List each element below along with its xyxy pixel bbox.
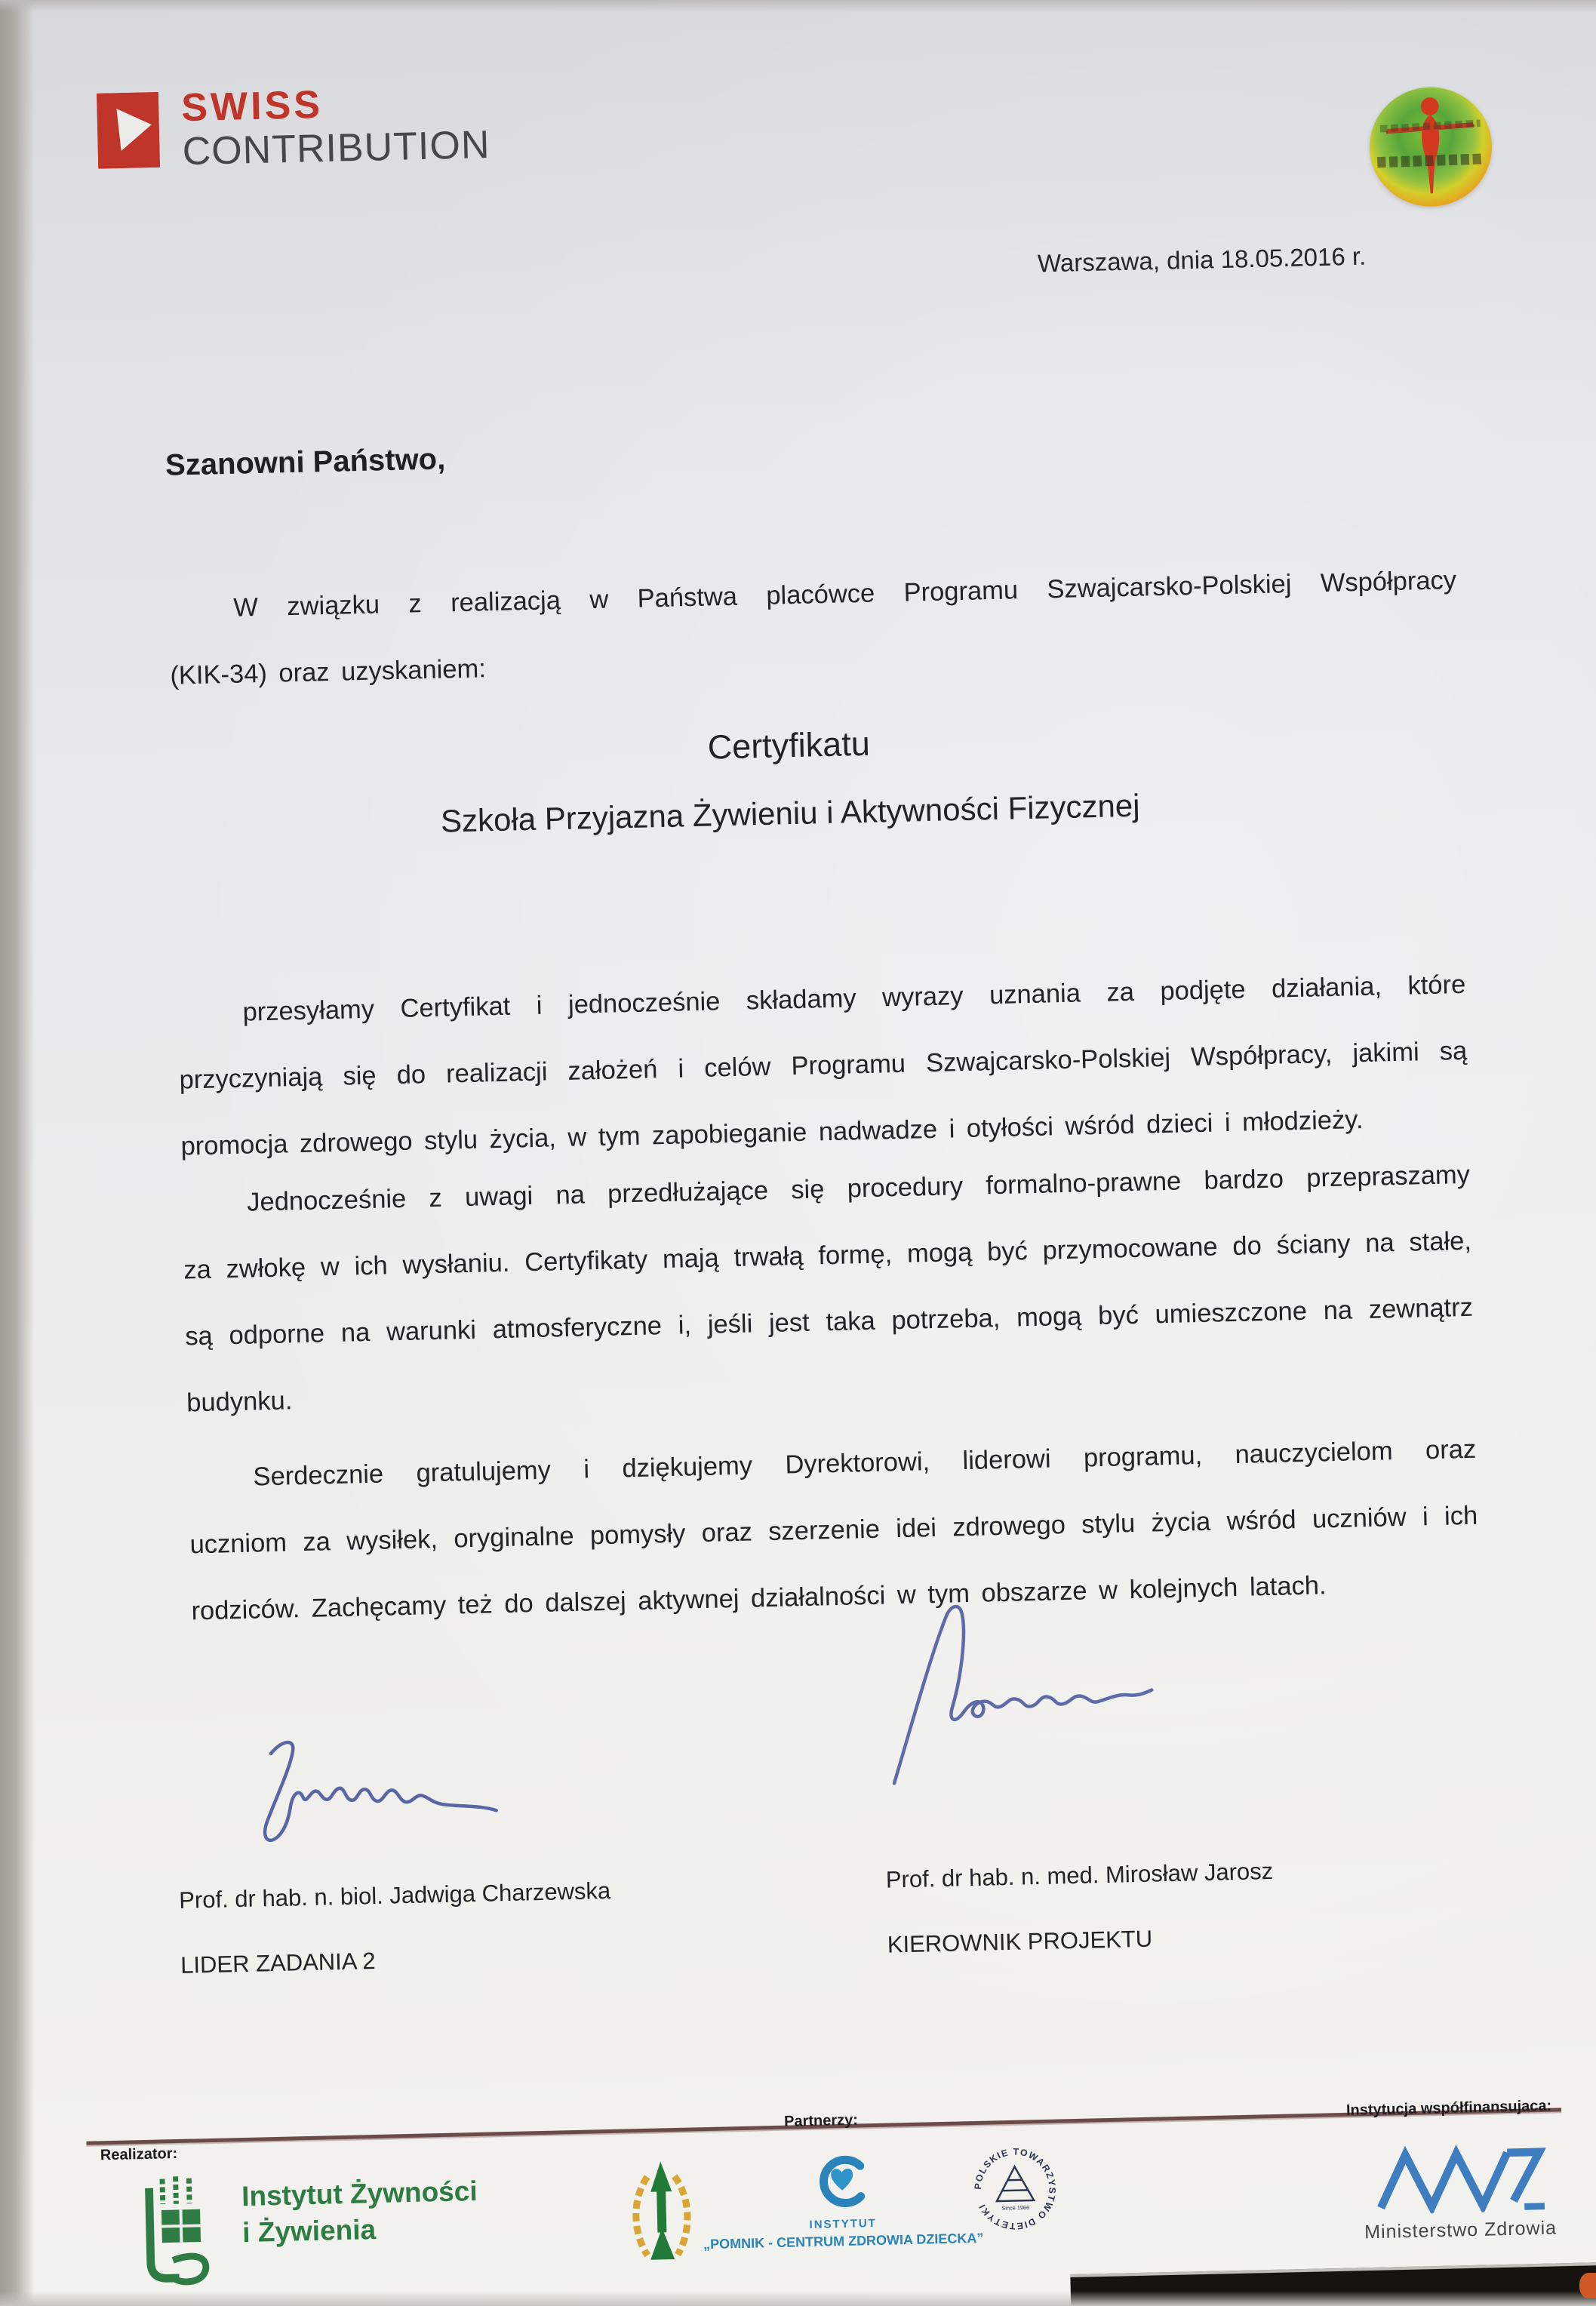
mz-logo-text: Ministerstwo Zdrowia	[1364, 2217, 1558, 2243]
swiss-flag-icon	[97, 92, 160, 169]
signatory-right-name: Prof. dr hab. n. med. Mirosław Jarosz	[885, 1857, 1274, 1893]
mz-logo	[1362, 2138, 1558, 2244]
ptd-seal	[970, 2144, 1061, 2235]
handwritten-signature-right	[876, 1582, 1198, 1800]
paper-top-shadow	[0, 0, 1596, 12]
swiss-logo-text	[181, 80, 490, 173]
signatory-right-role: KIEROWNIK PROJEKTU	[887, 1925, 1153, 1958]
signatory-left-role: LIDER ZADANIA 2	[180, 1947, 376, 1979]
certificate-title: Certyfikatu	[707, 724, 871, 767]
signatory-left-name: Prof. dr hab. n. biol. Jadwiga Charzewska	[178, 1877, 611, 1914]
czd-logo-line1: INSTYTUT	[809, 2216, 878, 2232]
paragraph-line: przyczyniają się do realizacji założeń i celów Programu Szwajcarsko-Polskiej Współpracy, jakimi są	[179, 1036, 1468, 1095]
czd-logo-line2: „POMNIK - CENTRUM ZDROWIA DZIECKA”	[703, 2230, 984, 2252]
mz-zigzag-icon	[1368, 2138, 1551, 2215]
intro-paragraph	[168, 547, 1459, 709]
partnerzy-label: Partnerzy:	[783, 2111, 859, 2130]
paragraph-2	[181, 1141, 1475, 1436]
paragraph-line: budynku.	[186, 1385, 293, 1417]
salutation: Szanowni Państwo,	[165, 442, 446, 482]
signatory-left	[179, 1877, 613, 1979]
paragraph-line: uczniom za wysiłek, oryginalne pomysły oraz szerzenie idei zdrowego stylu życia wśród uczniów i ich	[189, 1501, 1478, 1559]
czd-logo	[679, 2146, 1006, 2253]
izz-logo-text	[241, 2173, 479, 2251]
paragraph-line: Serdecznie gratulujemy i dziękujemy Dyrektorowi, liderowi programu, nauczycielom oraz	[253, 1434, 1477, 1491]
swiss-logo-word: SWISS	[180, 82, 324, 131]
contribution-logo-word: CONTRIBUTION	[182, 122, 491, 174]
certificate-name: Szkoła Przyjazna Żywieniu i Aktywności Fizycznej	[440, 787, 1141, 839]
intro-line: (KIK-34) oraz uzyskaniem:	[169, 653, 487, 690]
paragraph-line: przesyłamy Certyfikat i jednocześnie składamy wyrazy uznania za podjęte działania, które	[242, 970, 1466, 1027]
realizator-label: Realizator:	[100, 2145, 178, 2164]
balance-program-logo-icon	[1368, 86, 1493, 208]
paragraph-line: promocja zdrowego stylu życia, w tym zapobieganie nadwadze i otyłości wśród dzieci i młodzieży.	[180, 1105, 1364, 1161]
izz-emblem-icon	[132, 2173, 223, 2289]
izz-logo	[132, 2167, 479, 2288]
czd-heart-c-icon	[810, 2149, 875, 2214]
paper-edge-shadow	[0, 0, 35, 2306]
bottom-shadow	[0, 2291, 1596, 2306]
funding-label: Instytucja współfinansujaca:	[1345, 2097, 1552, 2119]
date-line: Warszawa, dnia 18.05.2016 r.	[1037, 241, 1367, 278]
paragraph-line: są odporne na warunki atmosferyczne i, jeśli jest taka potrzeba, mogą być umieszczone na zewnątrz	[184, 1293, 1474, 1351]
handwritten-signature-left	[229, 1702, 526, 1860]
ptd-seal-since: Since 1966	[1001, 2203, 1030, 2212]
svg-text:POLSKIE TOWARZYSTWO DIETETYKI	[972, 2145, 1059, 2232]
signatory-right	[885, 1858, 1275, 1959]
izz-logo-line1: Instytut Żywności	[241, 2175, 478, 2212]
izz-logo-line2: i Żywienia	[241, 2214, 377, 2249]
paragraph-line: za zwłokę w ich wysłaniu. Certyfikaty mają trwałą formę, mogą być przymocowane do ściany na stałe,	[183, 1226, 1472, 1285]
swiss-contribution-logo	[97, 82, 491, 175]
ptd-seal-ring-text: POLSKIE TOWARZYSTWO DIETETYKI	[972, 2146, 1058, 2232]
paragraph-line: rodziców. Zachęcamy też do dalszej aktywnej działalności w tym obszarze w kolejnych latach.	[191, 1570, 1327, 1625]
paragraph-3	[188, 1416, 1481, 1644]
photo-artifact	[1579, 2273, 1596, 2298]
intro-line: W związku z realizacją w Państwa placówce Programu Szwajcarsko-Polskiej Współpracy	[232, 565, 1457, 623]
paragraph-line: Jednocześnie z uwagi na przedłużające się procedury formalno-prawne bardzo przepraszamy	[246, 1160, 1471, 1217]
